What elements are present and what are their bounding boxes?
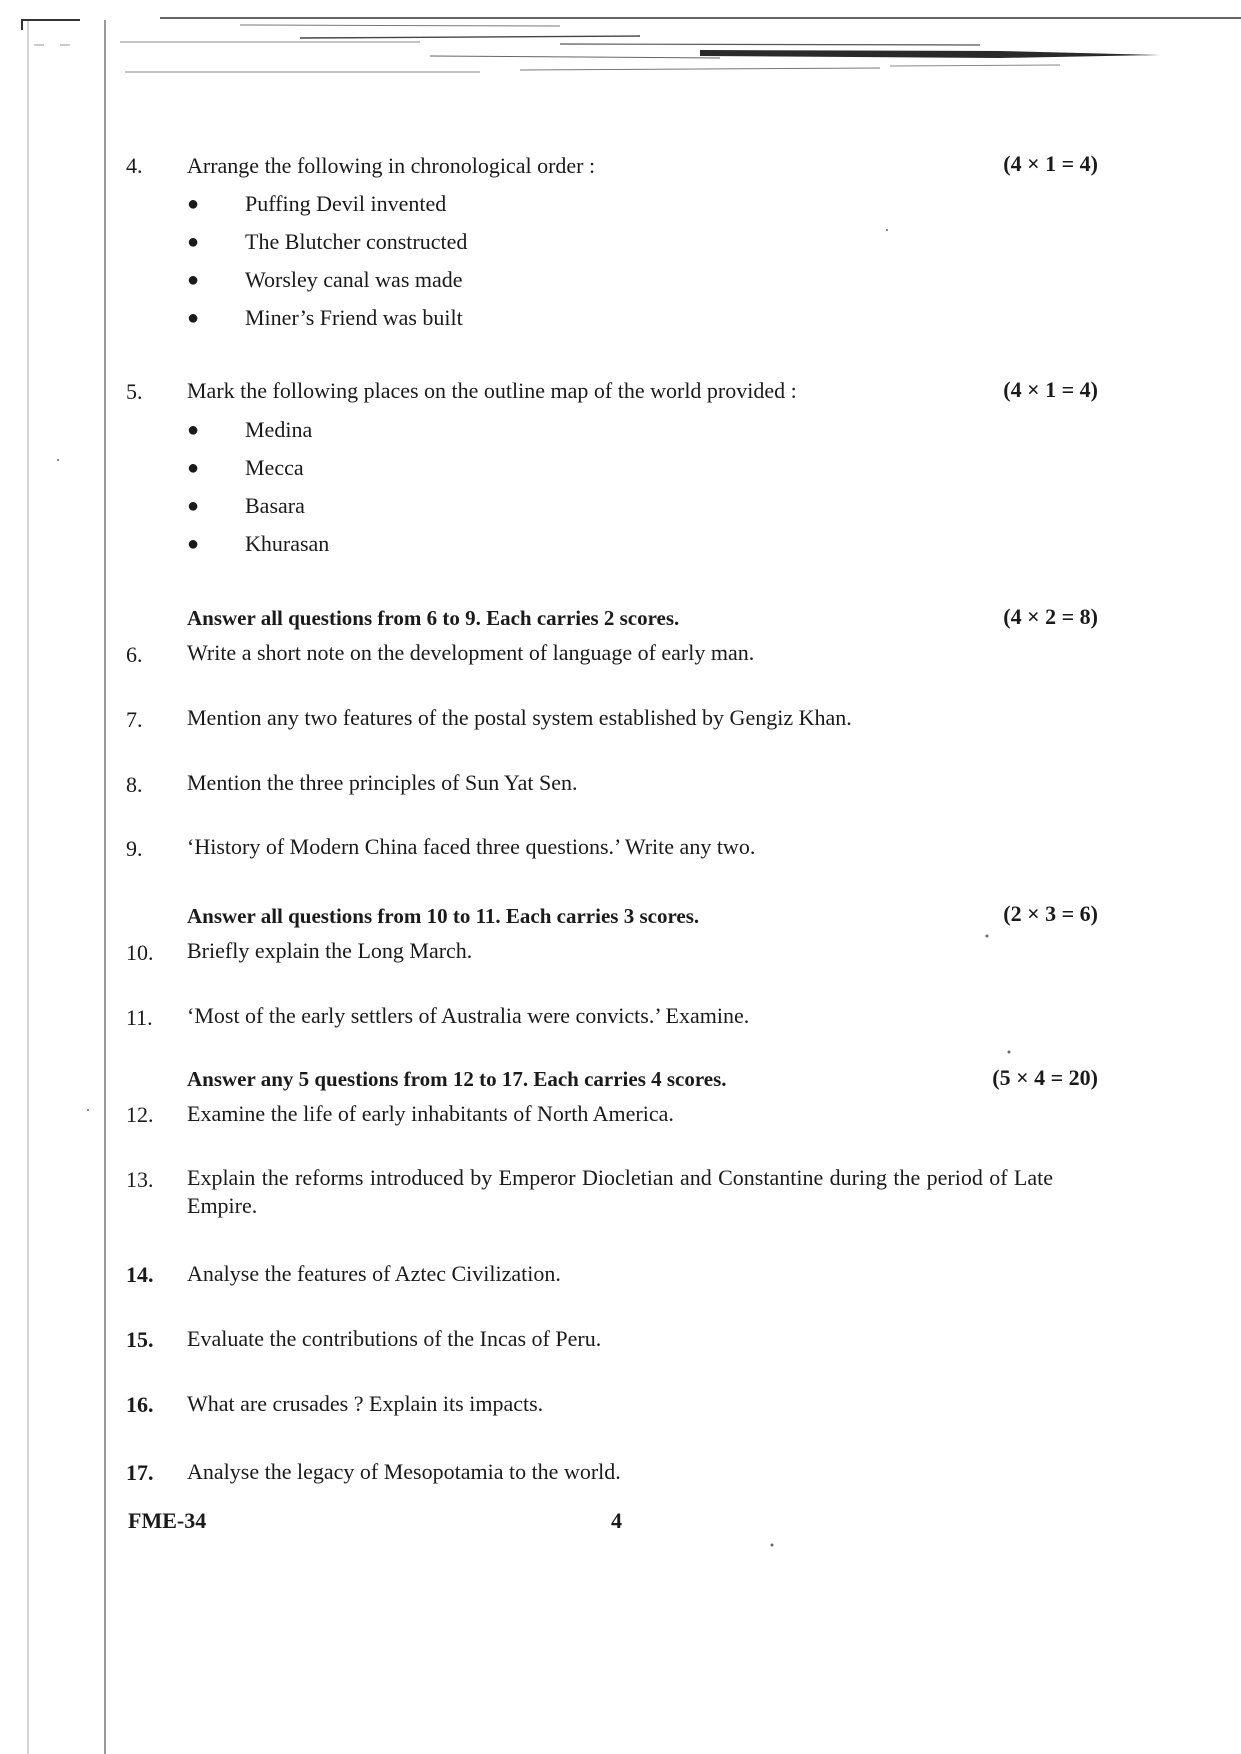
list-item: Worsley canal was made xyxy=(245,267,463,292)
bullet-icon: ● xyxy=(187,307,200,329)
question-number: 16. xyxy=(126,1392,154,1417)
bullet-icon: ● xyxy=(187,269,200,291)
question-text: Mention the three principles of Sun Yat Sen. xyxy=(187,770,578,795)
question-text: Explain the reforms introduced by Emperor Diocletian and Constantine during the period of Late Empire. xyxy=(187,1165,1053,1218)
list-item: The Blutcher constructed xyxy=(245,229,468,254)
paper-code: FME-34 xyxy=(128,1508,207,1533)
question-text: Analyse the legacy of Mesopotamia to the world. xyxy=(187,1459,621,1484)
question-text: Mark the following places on the outline map of the world provided : xyxy=(187,378,797,403)
bullet-icon: ● xyxy=(187,193,200,215)
bullet-icon: ● xyxy=(187,533,200,555)
section-instruction: Answer all questions from 6 to 9. Each carries 2 scores. xyxy=(187,606,680,630)
question-text: What are crusades ? Explain its impacts. xyxy=(187,1391,544,1416)
bullet-icon: ● xyxy=(187,419,200,441)
question-text: Write a short note on the development of language of early man. xyxy=(187,640,755,665)
question-number: 7. xyxy=(126,707,143,732)
list-item: Khurasan xyxy=(245,531,330,556)
scan-margin-lines xyxy=(22,20,105,1754)
question-text: ‘Most of the early settlers of Australia were convicts.’ Examine. xyxy=(187,1003,750,1028)
bullet-icon: ● xyxy=(187,457,200,479)
question-text: Analyse the features of Aztec Civilization. xyxy=(187,1261,561,1286)
section-instruction: Answer all questions from 10 to 11. Each carries 3 scores. xyxy=(187,904,700,928)
list-item: Miner’s Friend was built xyxy=(245,305,463,330)
question-text: ‘History of Modern China faced three questions.’ Write any two. xyxy=(187,834,756,859)
question-marks: (4 × 1 = 4) xyxy=(1003,151,1098,176)
question-text: Mention any two features of the postal system established by Gengiz Khan. xyxy=(187,705,852,730)
list-item: Mecca xyxy=(245,455,304,480)
section-marks: (2 × 3 = 6) xyxy=(1003,901,1098,926)
question-text: Examine the life of early inhabitants of North America. xyxy=(187,1101,674,1126)
page-number: 4 xyxy=(611,1508,622,1533)
question-number: 17. xyxy=(126,1460,154,1485)
bullet-icon: ● xyxy=(187,231,200,253)
question-marks: (4 × 1 = 4) xyxy=(1003,377,1098,402)
question-number: 12. xyxy=(126,1102,154,1127)
bullet-icon: ● xyxy=(187,495,200,517)
question-number: 8. xyxy=(126,772,143,797)
question-number: 10. xyxy=(126,940,154,965)
section-instruction: Answer any 5 questions from 12 to 17. Each carries 4 scores. xyxy=(187,1067,727,1091)
list-item: Puffing Devil invented xyxy=(245,191,447,216)
question-number: 5. xyxy=(126,379,143,404)
section-marks: (5 × 4 = 20) xyxy=(992,1065,1098,1090)
question-text: Evaluate the contributions of the Incas of Peru. xyxy=(187,1326,602,1351)
scan-header-streaks xyxy=(120,18,1241,72)
question-number: 13. xyxy=(126,1167,154,1192)
list-item: Medina xyxy=(245,417,313,442)
question-number: 9. xyxy=(126,836,143,861)
question-number: 4. xyxy=(126,153,143,178)
question-number: 6. xyxy=(126,642,143,667)
question-text: Briefly explain the Long March. xyxy=(187,938,473,963)
question-text: Arrange the following in chronological order : xyxy=(187,153,596,178)
question-number: 11. xyxy=(126,1005,153,1030)
list-item: Basara xyxy=(245,493,305,518)
question-number: 15. xyxy=(126,1327,154,1352)
question-number: 14. xyxy=(126,1262,154,1287)
section-marks: (4 × 2 = 8) xyxy=(1003,604,1098,629)
